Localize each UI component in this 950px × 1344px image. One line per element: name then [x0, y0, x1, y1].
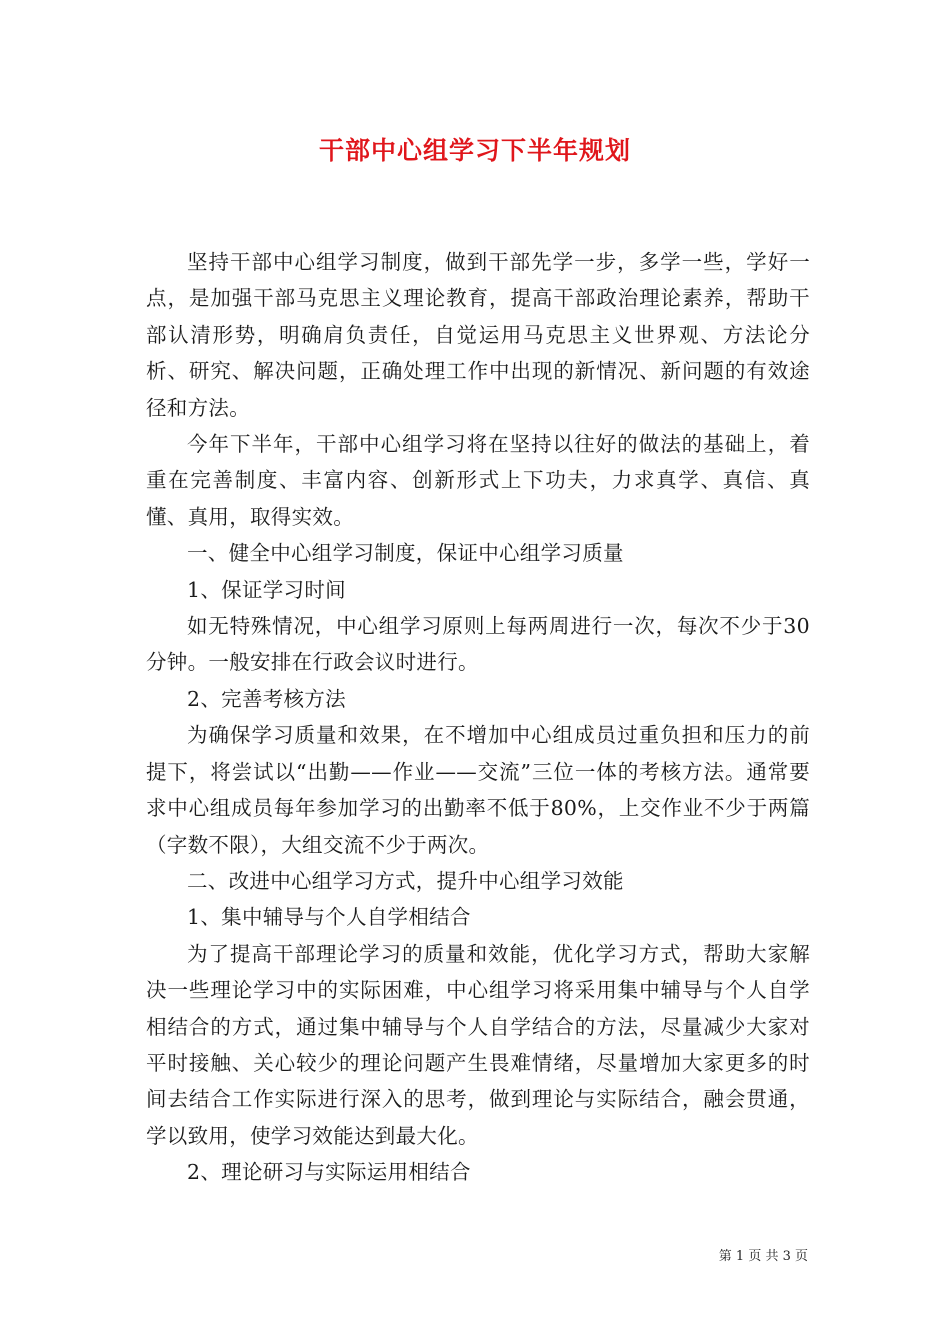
subsection-heading-2-1: 1、集中辅导与个人自学相结合 — [187, 905, 471, 930]
document-body — [146, 244, 810, 1191]
subsection-heading-1-2: 2、完善考核方法 — [187, 686, 346, 711]
section-heading-1: 一、健全中心组学习制度，保证中心组学习质量 — [187, 541, 624, 566]
page-number: 第 1 页 共 3 页 — [718, 1249, 808, 1264]
subsection-heading-1-1: 1、保证学习时间 — [187, 577, 346, 602]
paragraph-plan-overview: 今年下半年，干部中心组学习将在坚持以往好的做法的基础上，着重在完善制度、丰富内容、创新形式上下功夫，力求真学、真信、真懂、真用，取得实效。 — [146, 432, 810, 529]
section-heading-2: 二、改进中心组学习方式，提升中心组学习效能 — [187, 868, 624, 893]
paragraph-assessment: 为确保学习质量和效果，在不增加中心组成员过重负担和压力的前提下，将尝试以“出勤——作业——交流”三位一体的考核方法。通常要求中心组成员每年参加学习的出勤率不低于80%，上交作业不少于两篇（字数不限），大组交流不少于两次。 — [146, 723, 810, 857]
paragraph-intro: 坚持干部中心组学习制度，做到干部先学一步，多学一些，学好一点，是加强干部马克思主义理论教育，提高干部政治理论素养，帮助干部认清形势，明确肩负责任，自觉运用马克思主义世界观、方法论分析、研究、解决问题，正确处理工作中出现的新情况、新问题的有效途径和方法。 — [146, 250, 810, 420]
paragraph-study-time: 如无特殊情况，中心组学习原则上每两周进行一次，每次不少于30分钟。一般安排在行政会议时进行。 — [146, 614, 810, 675]
paragraph-guided-self-study: 为了提高干部理论学习的质量和效能，优化学习方式，帮助大家解决一些理论学习中的实际困难，中心组学习将采用集中辅导与个人自学相结合的方式，通过集中辅导与个人自学结合的方法，尽量减少大家对平时接触、关心较少的理论问题产生畏难情绪，尽量增加大家更多的时间去结合工作实际进行深入的思考，做到理论与实际结合，融会贯通，学以致用，使学习效能达到最大化。 — [146, 941, 810, 1148]
subsection-heading-2-2: 2、理论研习与实际运用相结合 — [187, 1160, 471, 1185]
document-title: 干部中心组学习下半年规划 — [318, 136, 631, 165]
